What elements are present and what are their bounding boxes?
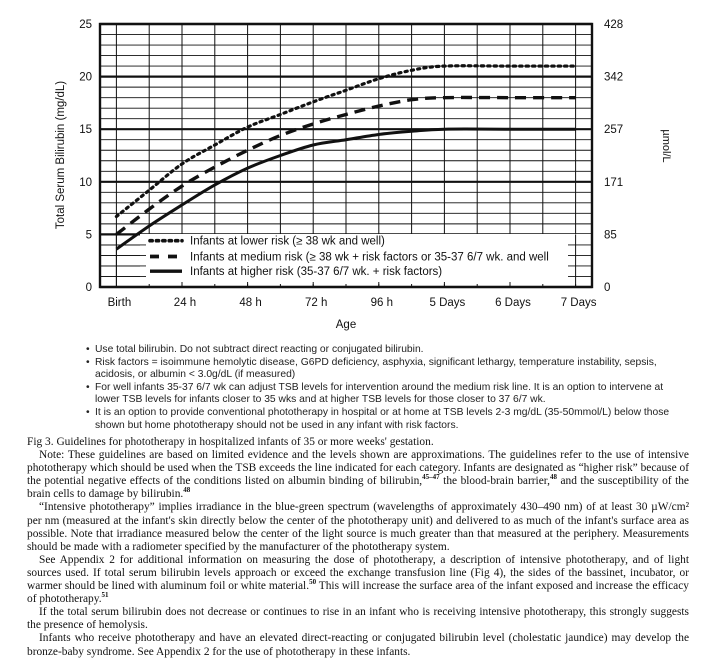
- chart-notes: [86, 344, 686, 432]
- caption-paragraph: Infants who receive phototherapy and have an elevated direct-reacting or conjugated bilirubin level (cholestatic jaundice) may develop the bronze-baby syndrome. See Appendix 2 for the use of phototherapy in these infants.: [27, 632, 689, 658]
- caption-text: See Appendix 2 for additional information on measuring the dose of phototherapy, a description of intensive phototherapy, and of light sources used. If total serum bilirubin levels approach or exceed the exchange transfusion line (Fig 4), the sides of the bassinet, incubator, or warmer should be lined with aluminum foil or white material.: [27, 553, 689, 593]
- citation: 45–47: [422, 473, 440, 482]
- note-item: • For well infants 35-37 6/7 wk can adjust TSB levels for intervention around the medium risk line. It is an option to intervene at lower TSB levels for infants closer to 35 wks and at higher TSB levels for those closer to 37 6/7 wk.: [86, 382, 686, 407]
- y-tick-label: 0: [85, 282, 92, 294]
- x-tick-label: Birth: [107, 297, 132, 309]
- legend-label: Infants at higher risk (35-37 6/7 wk. + risk factors): [190, 266, 443, 279]
- x-tick-label: 5 Days: [429, 297, 466, 309]
- x-tick-label: 7 Days: [560, 297, 597, 309]
- y-right-tick-label: 171: [604, 176, 624, 189]
- x-tick-label: 96 h: [370, 297, 393, 309]
- y-right-tick-label: 257: [604, 124, 624, 137]
- y-right-tick-label: 428: [604, 19, 624, 31]
- y-tick-label: 10: [79, 176, 92, 189]
- y-axis-label: Total Serum Bilirubin (mg/dL): [55, 80, 67, 230]
- y-right-tick-label: 85: [604, 229, 617, 242]
- y-right-tick-label: 0: [604, 282, 611, 294]
- figure-label: Fig 3.: [27, 436, 54, 448]
- caption-text: the blood-brain barrier,: [439, 475, 550, 488]
- x-tick-label: 24 h: [173, 297, 197, 309]
- y-right-tick-label: 342: [604, 71, 624, 84]
- caption-text: Note: These guidelines are based on limited evidence and the levels shown are approximations. The guidelines refer to the use of intensive phototherapy which should be used when the TSB exceeds the line indicated for each category. Infants are designated as “higher risk” because of the potential negative effects of the conditions listed on albumin binding of bilirubin,: [27, 449, 689, 488]
- citation: 50: [309, 578, 317, 587]
- note-item: • Risk factors = isoimmune hemolytic disease, G6PD deficiency, asphyxia, significant lethargy, temperature instability, sepsis, acidosis, or albumin < 3.0g/dL (if measured): [86, 357, 686, 382]
- legend-label: Infants at lower risk (≥ 38 wk and well): [190, 235, 385, 248]
- caption-paragraph: If the total serum bilirubin does not decrease or continues to rise in an infant who is receiving intensive phototherapy, this strongly suggests the presence of hemolysis.: [27, 606, 689, 632]
- y-tick-label: 20: [79, 71, 92, 84]
- figure-title: Guidelines for phototherapy in hospitalized infants of 35 or more weeks' gestation.: [56, 436, 434, 448]
- note-item: • It is an option to provide conventional phototherapy in hospital or at home at TSB levels 2-3 mg/dL (35-50mmol/L) below those shown but home phototherapy should not be used in any infant with risk factors.: [86, 407, 686, 432]
- x-tick-label: 72 h: [305, 297, 328, 309]
- x-tick-label: 6 Days: [495, 297, 531, 309]
- caption-paragraph: [27, 554, 689, 606]
- note-item: • Use total bilirubin. Do not subtract direct reacting or conjugated bilirubin.: [86, 344, 686, 357]
- x-tick-label: 48 h: [239, 297, 262, 309]
- figure-caption: [27, 436, 689, 659]
- x-axis-label: Age: [335, 319, 357, 331]
- citation: 48: [183, 486, 191, 495]
- citation: 51: [101, 591, 109, 600]
- figure-title-line: [27, 436, 689, 449]
- caption-text: This will increase the surface area of the infant exposed and increase the efficacy of phototherapy.: [27, 580, 689, 606]
- y-tick-label: 25: [79, 19, 92, 31]
- legend-label: Infants at medium risk (≥ 38 wk + risk factors or 35-37 6/7 wk. and well: [190, 251, 549, 264]
- caption-paragraph: [27, 449, 689, 501]
- y-tick-label: 5: [85, 229, 92, 242]
- citation: 48: [549, 473, 557, 482]
- caption-paragraph: “Intensive phototherapy” implies irradiance in the blue-green spectrum (wavelengths of approximately 430–490 nm) of at least 30 µW/cm² per nm (measured at the infant's skin directly below the center of the phototherapy unit) and delivered to as much of the infant's surface area as possible. Note that irradiance measured below the center of the light source is much greater than that measured at the periphery. Measurements should be made with a radiometer specified by the manufacturer of the phototherapy system.: [27, 501, 689, 553]
- caption-text: and the susceptibility of the brain cells to damage by bilirubin.: [27, 475, 689, 501]
- y-tick-label: 15: [79, 124, 92, 137]
- y-axis-right-label: µmol/L: [660, 129, 672, 163]
